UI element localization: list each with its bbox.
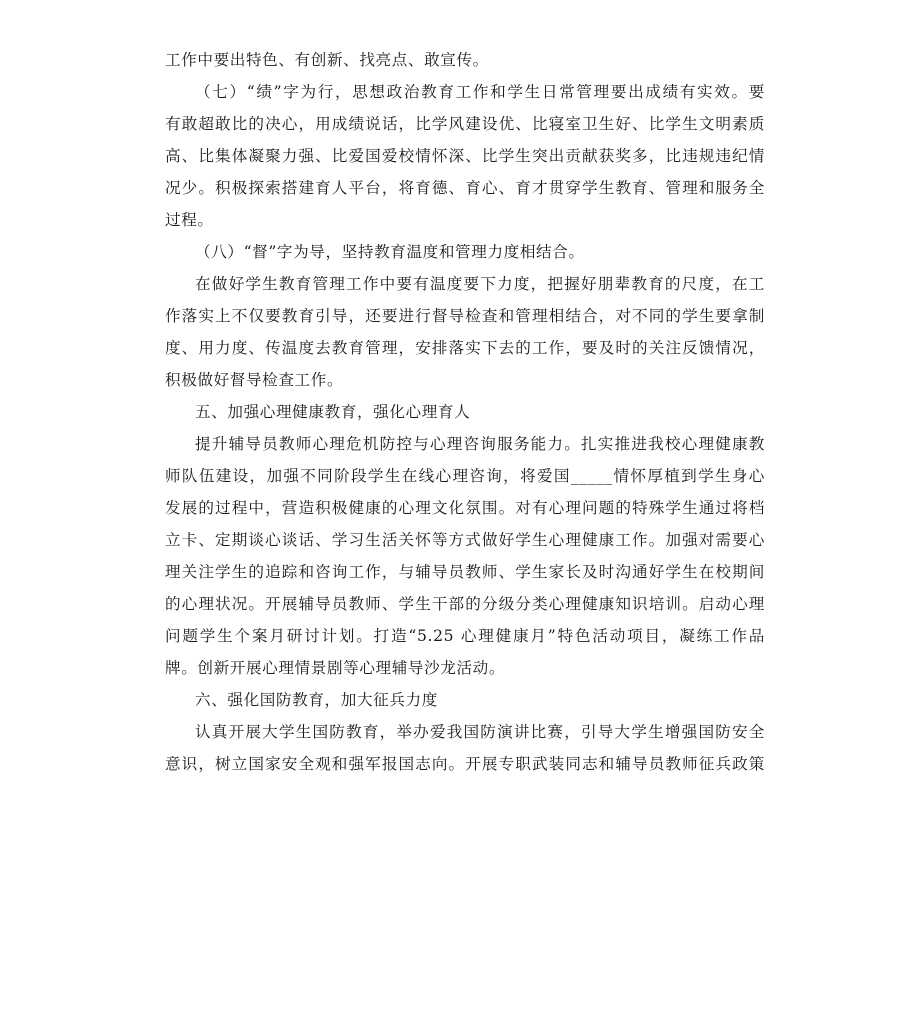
text-line: 认真开展大学生国防教育，举办爱我国防演讲比赛，引导大学生增强国防安全 bbox=[195, 723, 765, 741]
text-line: 的心理状况。开展辅导员教师、学生干部的分级分类心理健康知识培训。启动心理 bbox=[165, 595, 765, 613]
text-line: 师队伍建设，加强不同阶段学生在线心理咨询，将爱国_____情怀厚植到学生身心 bbox=[165, 467, 765, 485]
document-body bbox=[165, 44, 765, 780]
section-heading-six bbox=[165, 684, 765, 716]
heading-line: 六、强化国防教育，加大征兵力度 bbox=[195, 691, 438, 709]
text-line: 况少。积极探索搭建育人平台，将育德、育心、育才贯穿学生教育、管理和服务全 bbox=[165, 179, 765, 197]
section-heading-eight bbox=[165, 236, 765, 268]
paragraph-seven bbox=[165, 76, 765, 236]
text-line: 度、用力度、传温度去教育管理，安排落实下去的工作，要及时的关注反馈情况， bbox=[165, 339, 765, 357]
text-line: 高、比集体凝聚力强、比爱国爱校情怀深、比学生突出贡献获奖多，比违规违纪情 bbox=[165, 147, 765, 165]
text-line: 意识，树立国家安全观和强军报国志向。开展专职武装同志和辅导员教师征兵政策 bbox=[165, 755, 765, 773]
text-line: 理关注学生的追踪和咨询工作，与辅导员教师、学生家长及时沟通好学生在校期间 bbox=[165, 563, 765, 581]
paragraph-continuation bbox=[165, 44, 765, 76]
text-line: 工作中要出特色、有创新、找亮点、敢宣传。 bbox=[165, 51, 489, 69]
paragraph-six-body bbox=[165, 716, 765, 780]
heading-line: 五、加强心理健康教育，强化心理育人 bbox=[195, 403, 471, 421]
text-line: 问题学生个案月研讨计划。打造“5.25 心理健康月”特色活动项目，凝练工作品 bbox=[165, 627, 765, 645]
text-line: 过程。 bbox=[165, 211, 214, 229]
text-line: 提升辅导员教师心理危机防控与心理咨询服务能力。扎实推进我校心理健康教 bbox=[195, 435, 765, 453]
heading-line: （八）“督”字为导，坚持教育温度和管理力度相结合。 bbox=[195, 243, 585, 261]
text-line: 有敢超敢比的决心，用成绩说话，比学风建设优、比寝室卫生好、比学生文明素质 bbox=[165, 115, 765, 133]
text-line: 积极做好督导检查工作。 bbox=[165, 371, 344, 389]
section-heading-five bbox=[165, 396, 765, 428]
text-line: 牌。创新开展心理情景剧等心理辅导沙龙活动。 bbox=[165, 659, 506, 677]
text-line: 立卡、定期谈心谈话、学习生活关怀等方式做好学生心理健康工作。加强对需要心 bbox=[165, 531, 765, 549]
paragraph-eight-body bbox=[165, 268, 765, 396]
paragraph-five-body bbox=[165, 428, 765, 684]
text-line: （七）“绩”字为行，思想政治教育工作和学生日常管理要出成绩有实效。要 bbox=[195, 83, 765, 101]
text-line: 发展的过程中，营造积极健康的心理文化氛围。对有心理问题的特殊学生通过将档 bbox=[165, 499, 765, 517]
text-line: 作落实上不仅要教育引导，还要进行督导检查和管理相结合，对不同的学生要拿制 bbox=[165, 307, 765, 325]
text-line: 在做好学生教育管理工作中要有温度要下力度，把握好朋辈教育的尺度，在工 bbox=[195, 275, 765, 293]
